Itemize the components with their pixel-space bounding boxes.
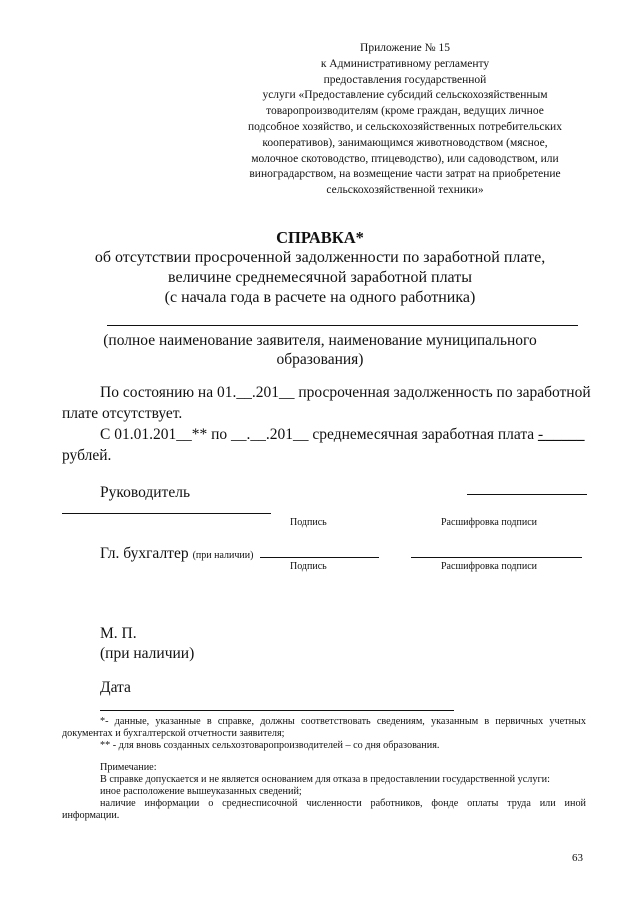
subtitle-line: величине среднемесячной заработной платы [168,269,472,286]
note-line: иное расположение вышеуказанных сведений; [100,786,302,797]
head-label: Руководитель [100,484,191,501]
statement-salary-line2: рублей. [62,447,112,464]
head-decryption-line[interactable] [467,494,587,495]
signature-caption: Подпись [290,517,327,528]
accountant-decryption-line[interactable] [411,557,582,558]
document-title: СПРАВКА* [276,228,364,247]
organization-caption-line: (полное наименование заявителя, наименование муниципального [103,332,537,349]
appendix-line: услуги «Предоставление субсидий сельскохозяйственным [262,89,548,102]
accountant-note: (при наличии) [192,550,254,561]
date-label: Дата [100,679,131,696]
appendix-line: молочное скотоводство, птицеводство), или садоводством, или [251,152,559,165]
appendix-line: сельскохозяйственной техники» [326,184,484,197]
decryption-caption: Расшифровка подписи [441,517,537,528]
organization-caption [0,331,640,369]
organization-caption-line: образования) [276,351,364,368]
footnote-separator [100,710,454,711]
note-line: В справке допускается и не является основанием для отказа в предоставлении государственной услуги: [100,774,550,785]
appendix-line: к Административному регламенту [320,57,490,70]
accountant-row [100,543,253,564]
stamp-note: (при наличии) [100,645,195,662]
footnote-2: ** - для вновь созданных сельхозтоваропроизводителей – со дня образования. [100,740,440,751]
statement-salary-line1: С 01.01.201__** по __.__.201__ среднемесячная заработная плата - [100,426,544,443]
salary-amount-blank[interactable]: ______ [538,426,585,443]
note-line: информации. [62,810,120,821]
head-signature-line[interactable] [62,513,271,514]
subtitle-line: (с начала года в расчете на одного работника) [164,289,476,306]
accountant-signature-line[interactable] [260,557,379,558]
note-title: Примечание: [100,762,157,773]
page-number: 63 [572,852,583,864]
accountant-label: Гл. бухгалтер [100,545,189,562]
appendix-line: виноградарством, на возмещение части затрат на приобретение [249,168,561,181]
appendix-line: Приложение № 15 [360,42,450,54]
document-title-block [0,228,640,308]
statement-debt-line1: По состоянию на 01.__.201__ просроченная задолженность по заработной [100,384,591,401]
note-line: наличие информации о среднесписочной численности работников, фонде оплаты труда или иной [100,798,586,809]
statement-debt-line2: плате отсутствует. [62,405,183,422]
footnote-1-line2: документах и бухгалтерской отчетности заявителя; [62,728,285,739]
footnote-1-line1: *- данные, указанные в справке, должны соответствовать сведениям, указанным в первичных учетных [100,716,586,727]
organization-name-line[interactable] [107,325,578,326]
appendix-header [215,41,595,199]
stamp-label: М. П. [100,625,137,642]
appendix-line: товаропроизводителям (кроме граждан, ведущих личное [266,105,544,118]
subtitle-line: об отсутствии просроченной задолженности по заработной плате, [94,249,546,266]
decryption-caption: Расшифровка подписи [441,561,537,572]
appendix-line: кооперативов), занимающимся животноводством (мясное, [262,136,548,149]
signature-caption: Подпись [290,561,327,572]
appendix-line: подсобное хозяйство, и сельскохозяйственных потребительских [248,120,562,133]
appendix-line: предоставления государственной [323,73,487,86]
